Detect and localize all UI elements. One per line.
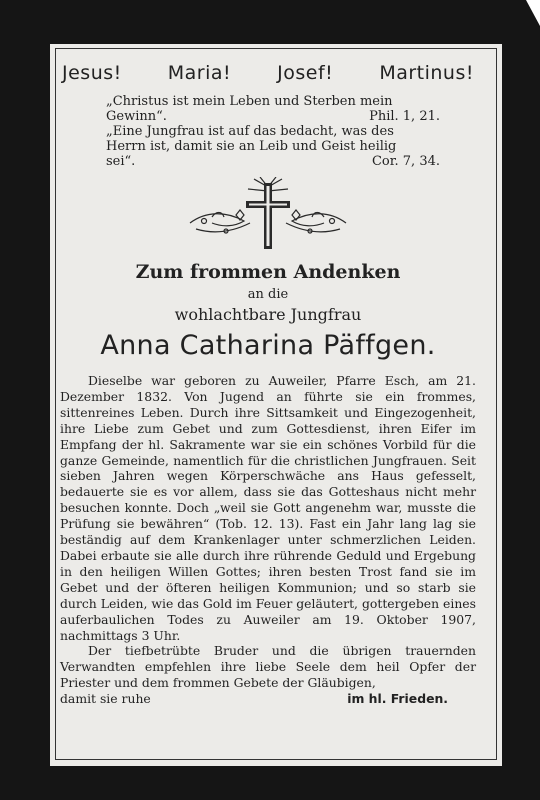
quote-2-line-2: Herrn ist, damit sie an Leib und Geist heilig bbox=[106, 139, 397, 154]
closing-last-line bbox=[60, 691, 476, 707]
quote-2-line-1: „Eine Jungfrau ist auf das bedacht, was des bbox=[106, 124, 394, 139]
closing-end-phrase: im hl. Frieden. bbox=[347, 691, 448, 707]
quote-1-reference: Phil. 1, 21. bbox=[369, 109, 440, 124]
invocation-josef: Josef! bbox=[277, 62, 334, 84]
cross-with-rays-and-floral-ornament-icon bbox=[182, 177, 354, 251]
invocation-maria: Maria! bbox=[167, 62, 232, 84]
biography-text bbox=[60, 373, 476, 707]
scripture-quote-1 bbox=[106, 94, 474, 124]
scripture-quote-2 bbox=[106, 124, 474, 169]
quote-2-line-3 bbox=[106, 154, 474, 169]
quote-1-line-1: „Christus ist mein Leben und Sterben mein bbox=[106, 94, 393, 109]
quote-1-line-2 bbox=[106, 109, 474, 124]
deceased-name: Anna Catharina Päffgen. bbox=[100, 330, 436, 361]
corner-fold bbox=[526, 0, 540, 26]
closing-text: Der tiefbetrübte Bruder und die übrigen trauernden Verwandten empfehlen ihre liebe Seele dem heil Opfer der Priester und dem frommen Gebete der Gläubigen, bbox=[60, 643, 476, 691]
card-title: Zum frommen Andenken bbox=[135, 261, 401, 283]
dedication-subtitle: wohlachtbare Jungfrau bbox=[174, 305, 362, 324]
invocation-header bbox=[60, 62, 476, 84]
card-paper bbox=[50, 44, 502, 766]
quote-1-text-end: Gewinn“. bbox=[106, 109, 167, 124]
quote-2-reference: Cor. 7, 34. bbox=[371, 154, 440, 169]
invocation-jesus: Jesus! bbox=[62, 62, 122, 84]
invocation-martinus: Martinus! bbox=[379, 62, 474, 84]
closing-paragraph bbox=[60, 643, 476, 691]
quote-2-text-end: sei“. bbox=[106, 154, 136, 169]
closing-last-words: damit sie ruhe bbox=[60, 691, 151, 707]
card-content bbox=[60, 62, 476, 707]
biography-paragraph: Dieselbe war geboren zu Auweiler, Pfarre Esch, am 21. Dezember 1832. Von Jugend an führte sie ein frommes, sittenreines Leben. Durch ihre Sittsamkeit und Eingezogenheit, ihre Liebe zum Gebet und zum Gottesdienst, ihren Eifer im Empfang der hl. Sakramente war sie ein schönes Vorbild für die ganze Gemeinde, namentlich für die christlichen Jungfrauen. Seit sieben Jahren wegen Körperschwäche ans Haus gefesselt, bedauerte sie es vor allem, dass sie das Gotteshaus nicht mehr besuchen konnte. Doch „weil sie Gott angenehm war, musste die Prüfung sie bewähren“ (Tob. 12. 13). Fast ein Jahr lang lag sie beständig auf dem Krankenlager unter schmerzlichen Leiden. Dabei erbaute sie alle durch ihre rührende Geduld und Ergebung in den heiligen Willen Gottes; ihren besten Trost fand sie im Gebet und der öfteren heiligen Kommunion; und so starb sie durch Leiden, wie das Gold im Feuer geläutert, gottergeben eines auferbaulichen Todes zu Auweiler am 19. Oktober 1907, nachmittags 3 Uhr. bbox=[60, 373, 476, 643]
dedication-connector: an die bbox=[247, 287, 289, 302]
